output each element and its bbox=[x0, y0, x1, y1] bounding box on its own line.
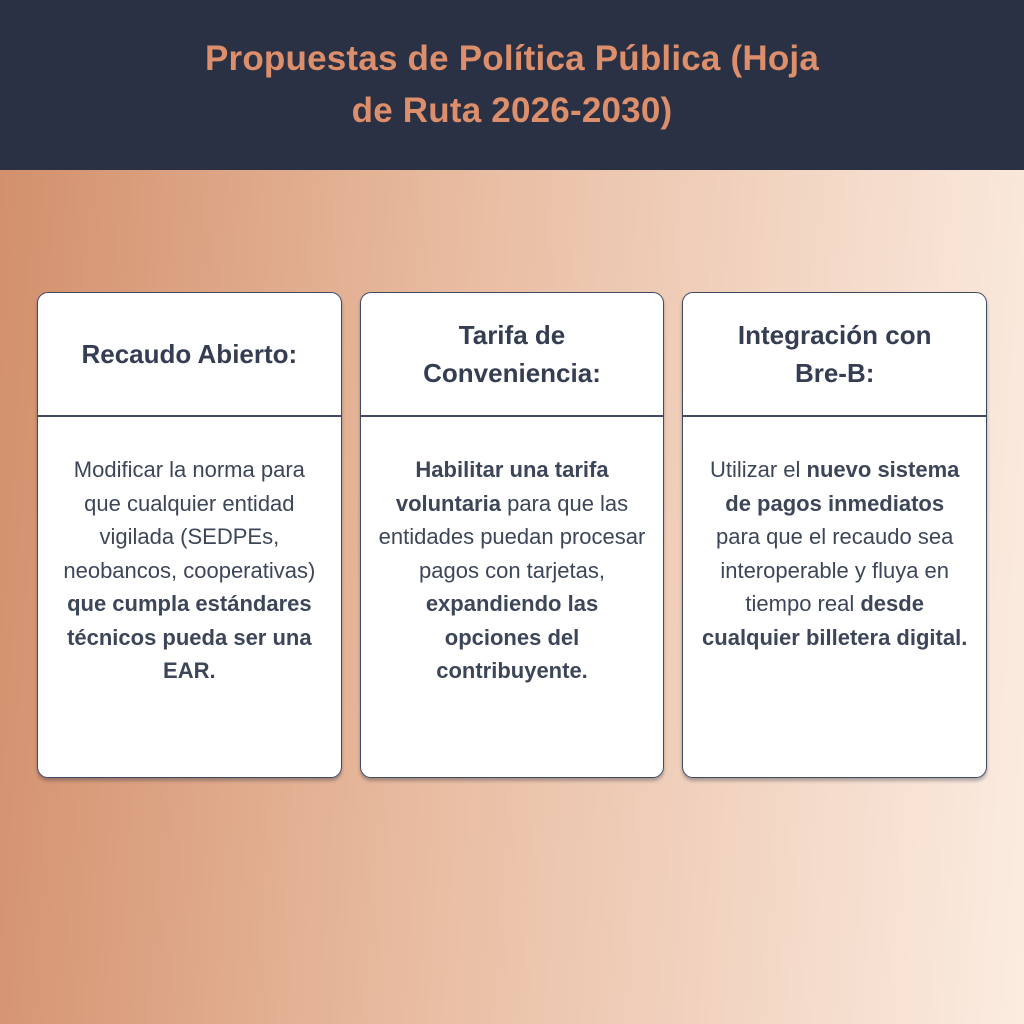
cards-row bbox=[37, 292, 987, 778]
card-body: Modificar la norma para que cualquier entidad vigilada (SEDPEs, neobancos, cooperativas) que cumpla estándares técnicos pueda ser una EAR. bbox=[63, 457, 316, 683]
card-recaudo-abierto bbox=[37, 292, 342, 778]
card-title: Integración con Bre-B: bbox=[683, 293, 986, 417]
card-tarifa-conveniencia bbox=[360, 292, 665, 778]
header-band bbox=[0, 0, 1024, 170]
card-body: Habilitar una tarifa voluntaria para que las entidades puedan procesar pagos con tarjetas, expandiendo las opciones del contribuyente. bbox=[378, 457, 646, 683]
card-body: Utilizar el nuevo sistema de pagos inmediatos para que el recaudo sea interoperable y fluya en tiempo real desde cualquier billetera digital. bbox=[702, 457, 968, 650]
card-title: Recaudo Abierto: bbox=[38, 293, 341, 417]
card-integracion-bre-b bbox=[682, 292, 987, 778]
page-title: Propuestas de Política Pública (Hoja de Ruta 2026-2030) bbox=[204, 39, 820, 130]
card-title: Tarifa de Conveniencia: bbox=[361, 293, 664, 417]
